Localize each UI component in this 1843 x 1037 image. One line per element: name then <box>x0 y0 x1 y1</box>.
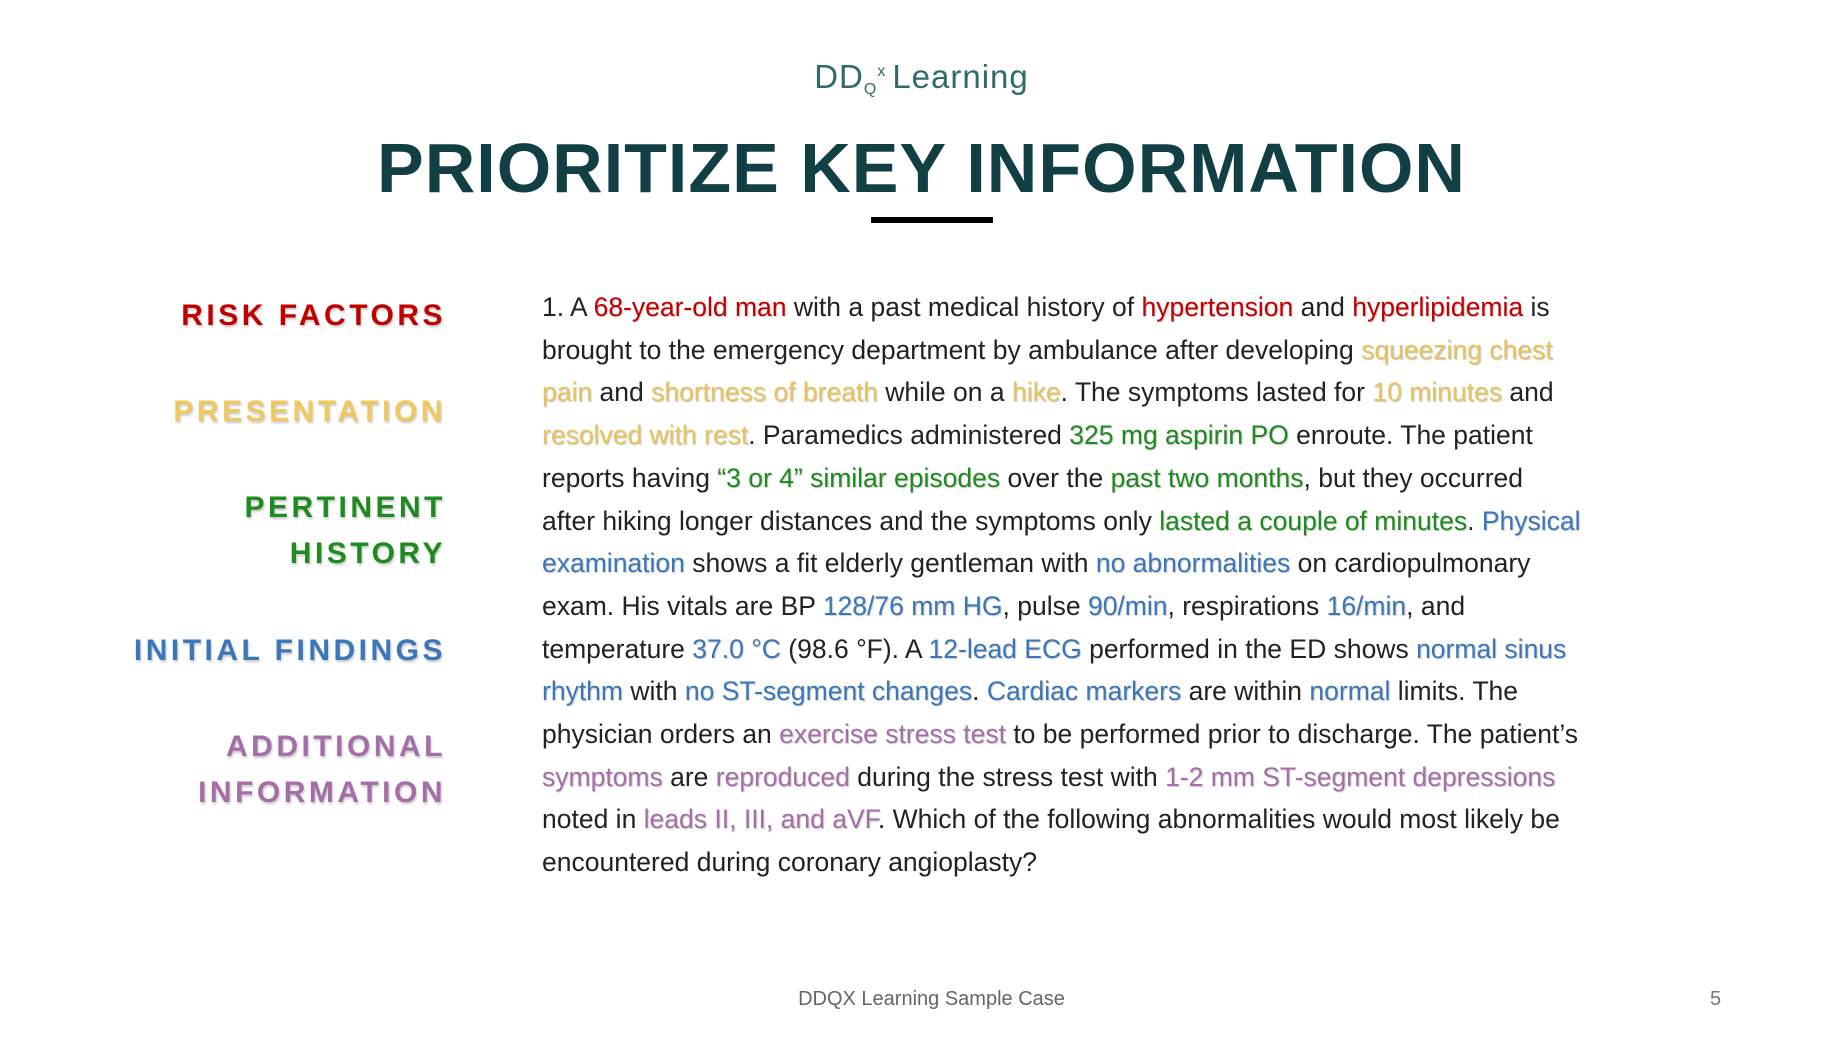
case-text-segment: (98.6 °F). A <box>780 633 929 664</box>
findings-highlight: 90/min <box>1087 590 1168 621</box>
label-pertinent-history-1: PERTINENT <box>244 491 446 524</box>
case-text <box>542 286 1581 884</box>
case-text-segment: are within <box>1181 676 1310 707</box>
presentation-highlight: squeezing chest <box>1361 334 1553 365</box>
case-text-line <box>542 457 1581 500</box>
case-text-segment: brought to the emergency department by ambulance after developing <box>542 334 1362 365</box>
findings-highlight: normal <box>1309 676 1391 707</box>
findings-highlight: 12-lead ECG <box>928 633 1082 664</box>
findings-highlight: normal sinus <box>1416 633 1567 664</box>
history-highlight: past two months <box>1110 462 1304 493</box>
case-text-line <box>542 500 1581 543</box>
presentation-highlight: resolved with rest <box>542 420 749 451</box>
case-text-segment: and <box>1293 292 1353 322</box>
label-additional-information-1: ADDITIONAL <box>226 730 446 763</box>
case-text-line <box>542 628 1581 671</box>
findings-highlight: Physical <box>1481 505 1581 536</box>
case-text-line <box>542 798 1581 841</box>
brand-x: x <box>877 63 887 80</box>
findings-highlight: rhythm <box>542 676 623 707</box>
label-pertinent-history-2: HISTORY <box>289 537 446 570</box>
additional-info-highlight: leads II, III, and aVF <box>643 804 878 835</box>
case-text-segment: shows a fit elderly gentleman with <box>684 548 1096 579</box>
case-text-segment: and <box>592 377 652 408</box>
case-text-segment: . <box>1467 505 1482 536</box>
findings-highlight: examination <box>542 548 685 579</box>
case-text-segment: with <box>623 676 685 707</box>
case-text-line <box>542 542 1581 585</box>
presentation-highlight: shortness of breath <box>651 377 878 408</box>
case-text-segment: . <box>972 676 987 707</box>
presentation-highlight: hike <box>1011 377 1061 408</box>
presentation-highlight: pain <box>542 377 593 408</box>
case-text-segment: enroute. The patient <box>1288 420 1533 451</box>
case-text-line <box>542 286 1581 329</box>
case-text-segment: while on a <box>877 377 1012 408</box>
case-text-segment: are <box>662 761 716 792</box>
brand-logo <box>0 58 1843 99</box>
history-highlight: 325 mg aspirin PO <box>1069 420 1289 451</box>
case-text-segment: . Paramedics administered <box>748 420 1070 451</box>
case-text-segment: . Which of the following abnormalities would most likely be <box>877 804 1560 835</box>
case-text-segment: noted in <box>542 804 644 835</box>
findings-highlight: no abnormalities <box>1095 548 1291 579</box>
additional-info-highlight: 1-2 mm ST-segment depressions <box>1165 761 1556 792</box>
presentation-highlight: 10 minutes <box>1372 377 1502 408</box>
risk-factor-highlight: 68-year-old man <box>593 292 787 322</box>
page-number: 5 <box>1710 988 1722 1010</box>
case-text-segment: physician orders an <box>542 719 780 750</box>
risk-factor-highlight: hyperlipidemia <box>1352 292 1524 322</box>
case-text-segment: during the stress test with <box>849 761 1166 792</box>
case-text-line <box>542 585 1581 628</box>
case-text-segment: 1. A <box>542 292 594 322</box>
label-presentation: PRESENTATION <box>173 395 446 428</box>
case-text-segment: , respirations <box>1167 590 1327 621</box>
footer-text: DDQX Learning Sample Case <box>798 988 1065 1010</box>
case-text-segment: reports having <box>542 462 718 493</box>
risk-factor-highlight: hypertension <box>1141 292 1294 322</box>
case-text-segment: after hiking longer distances and the symptoms only <box>542 505 1160 536</box>
case-text-segment: temperature <box>542 633 693 664</box>
case-text-segment: over the <box>1000 462 1111 493</box>
label-risk-factors: RISK FACTORS <box>181 299 446 332</box>
case-text-line <box>542 670 1581 713</box>
case-text-segment: with a past medical history of <box>786 292 1142 322</box>
brand-q: Q <box>863 81 878 98</box>
case-text-segment: is <box>1523 292 1550 322</box>
findings-highlight: 128/76 mm HG <box>822 590 1003 621</box>
label-initial-findings: INITIAL FINDINGS <box>133 634 446 667</box>
findings-highlight: 37.0 °C <box>692 633 781 664</box>
case-text-segment: to be performed prior to discharge. The patient’s <box>1005 719 1578 750</box>
case-text-line <box>542 713 1581 756</box>
findings-highlight: Cardiac markers <box>986 676 1182 707</box>
findings-highlight: no ST-segment changes <box>684 676 973 707</box>
case-text-line <box>542 329 1581 372</box>
case-text-segment: . The symptoms lasted for <box>1060 377 1373 408</box>
case-text-segment: encountered during coronary angioplasty? <box>542 847 1037 878</box>
history-highlight: lasted a couple of minutes <box>1159 505 1468 536</box>
case-text-segment: exam. His vitals are BP <box>542 590 823 621</box>
case-text-segment: , but they occurred <box>1303 462 1523 493</box>
case-text-segment: on cardiopulmonary <box>1290 548 1531 579</box>
case-text-segment: and <box>1502 377 1554 408</box>
brand-learning: Learning <box>892 58 1029 95</box>
case-text-segment: , and <box>1406 590 1466 621</box>
additional-info-highlight: symptoms <box>542 761 663 792</box>
additional-info-highlight: exercise stress test <box>779 719 1006 750</box>
case-text-segment: limits. The <box>1390 676 1519 707</box>
brand-dd: DD <box>814 58 864 95</box>
case-text-line <box>542 414 1581 457</box>
case-text-segment: performed in the ED shows <box>1081 633 1417 664</box>
label-additional-information-2: INFORMATION <box>198 776 446 809</box>
case-text-line <box>542 841 1581 884</box>
case-text-line <box>542 756 1581 799</box>
history-highlight: “3 or 4” similar episodes <box>717 462 1001 493</box>
title-underline <box>871 217 993 223</box>
additional-info-highlight: reproduced <box>715 761 850 792</box>
page-title: PRIORITIZE KEY INFORMATION <box>377 129 1466 207</box>
case-text-line <box>542 371 1581 414</box>
case-text-segment: , pulse <box>1002 590 1088 621</box>
findings-highlight: 16/min <box>1326 590 1407 621</box>
